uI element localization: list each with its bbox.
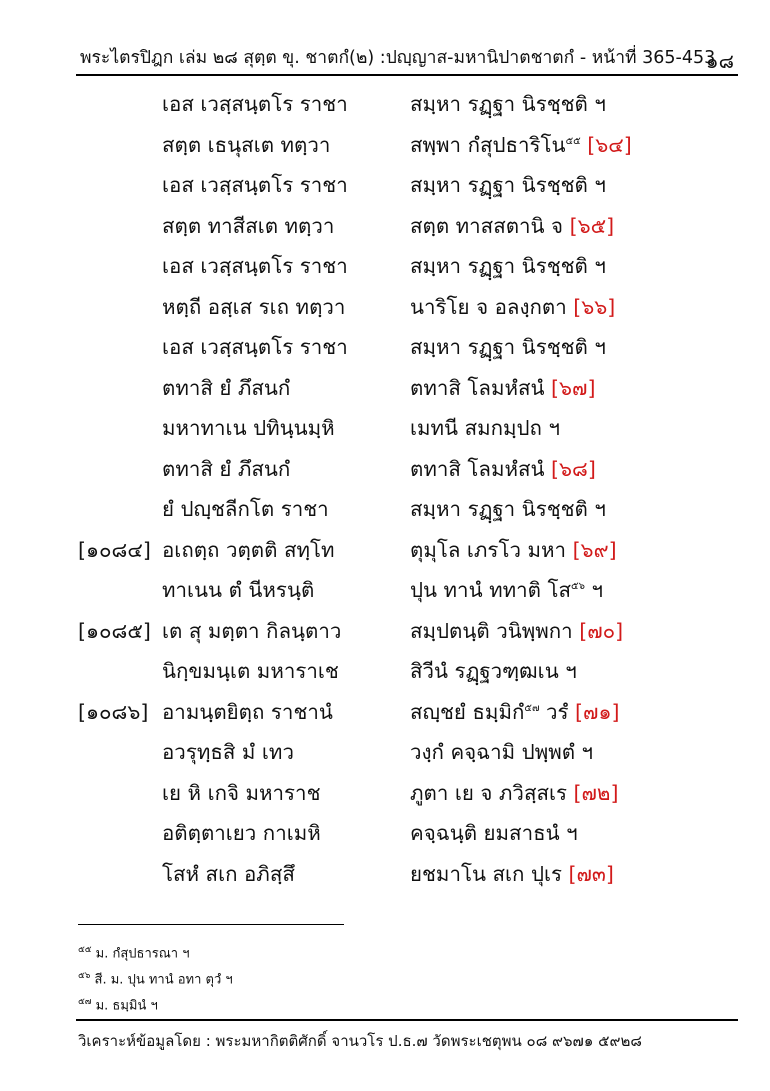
verse-second-half [410, 696, 619, 729]
verse-number: [๖๔] [587, 132, 632, 157]
verse-second-half-text: คจฺฉนฺติ ยมสาธนํ ฯ [410, 821, 578, 845]
verse-list [74, 82, 734, 892]
verse-first-half: นิกฺขมนฺเต มหาราเช [162, 659, 339, 683]
verse-row [74, 204, 734, 245]
footnote-text: ม. ธมฺมินํ ฯ [95, 998, 158, 1014]
verse-first-half: ทาเนน ตํ นีหรนฺติ [162, 578, 315, 602]
verse-number: [๖๗] [551, 375, 596, 400]
verse-row [74, 285, 734, 326]
verse-second-half-text: สมฺหา รฏฺฐา นิรชฺชติ ฯ [410, 254, 606, 278]
verse-second-half [410, 493, 606, 526]
verse-second-half [410, 655, 577, 688]
verse-second-half-text: สมฺหา รฏฺฐา นิรชฺชติ ฯ [410, 173, 606, 197]
verse-second-half-text: ยชมาโน สเก ปุเร [410, 861, 562, 886]
verse-row [74, 447, 734, 488]
verse-first-half: ยํ ปญฺชลีกโต ราชา [162, 497, 329, 521]
verse-row [74, 325, 734, 366]
footnote-mark: ๕๖ [78, 971, 91, 981]
verse-section-number: [๑๐๘๔] [78, 537, 151, 562]
verse-first-half: ตทาสิ ยํ ภึสนกํ [162, 375, 291, 400]
verse-first-half: มหาทาเน ปทินฺนมฺหิ [162, 416, 335, 440]
verse-row [74, 690, 734, 731]
verse-trailing-text: ฯ [584, 578, 603, 602]
header-title: พระไตรปิฎก เล่ม ๒๘ สุตฺต ขุ. ชาตกํ(๒) :ปญฺญาส-มหานิปาตชาตกํ - หน้าที่ 365-453 [80, 48, 716, 68]
verse-first-half: เอส เวสฺสนฺตโร ราชา [162, 254, 348, 278]
verse-second-half-text: สมฺปตนฺติ วนิพฺพกา [410, 618, 573, 643]
verse-row [74, 123, 734, 164]
verse-second-half-text: สพฺพา กํสุปธาริโน [410, 132, 566, 157]
verse-second-half [410, 777, 618, 810]
verse-second-half [410, 817, 578, 850]
verse-second-half [410, 331, 606, 364]
verse-first-half: อเถตฺถ วตฺตติ สทฺโท [162, 537, 335, 562]
verse-second-half-text: สญฺชยํ ธมฺมิกํ [410, 699, 525, 724]
verse-row [74, 163, 734, 204]
verse-first-half: เอส เวสฺสนฺตโร ราชา [162, 92, 348, 116]
verse-number: [๖๘] [551, 456, 596, 481]
verse-row [74, 771, 734, 812]
verse-second-half-text: วงฺกํ คจฺฉามิ ปพฺพตํ ฯ [410, 740, 594, 764]
verse-row [74, 609, 734, 650]
verse-second-half [410, 453, 596, 486]
verse-section-number: [๑๐๘๖] [78, 699, 149, 724]
verse-first-half: อวรุทฺธสิ มํ เทว [162, 740, 294, 764]
verse-number: [๖๙] [572, 537, 617, 562]
verse-first-half: สตฺต เธนุสเต ทตฺวา [162, 132, 331, 157]
verse-row [74, 852, 734, 893]
verse-second-half [410, 129, 632, 162]
verse-section-number: [๑๐๘๕] [78, 618, 151, 643]
verse-first-half: สตฺต ทาสีสเต ทตฺวา [162, 213, 335, 238]
verse-second-half [410, 574, 603, 607]
verse-second-half [410, 291, 615, 324]
verse-second-half [410, 169, 606, 202]
verse-second-half [410, 736, 593, 769]
verse-first-half: เย หิ เกจิ มหาราช [162, 780, 321, 805]
verse-number: [๗๓] [568, 861, 614, 886]
verse-second-half-text: ปุน ทานํ ททาติ โส [410, 578, 571, 602]
verse-trailing-text: วรํ [539, 699, 569, 724]
verse-second-half-text: ตทาสิ โลมหํสนํ [410, 375, 545, 400]
page-header [76, 36, 738, 76]
footnote [78, 968, 233, 994]
verse-row [74, 366, 734, 407]
verse-second-half-text: สมฺหา รฏฺฐา นิรชฺชติ ฯ [410, 497, 606, 521]
verse-first-half: ตทาสิ ยํ ภึสนกํ [162, 456, 291, 481]
verse-second-half-text: นาริโย จ อลงฺกตา [410, 294, 567, 319]
verse-row [74, 730, 734, 771]
footnote-reference[interactable]: ๕๖ [571, 581, 585, 593]
header-page-number: ๑๘ [705, 49, 734, 73]
verse-first-half: อติตฺตาเยว กาเมหิ [162, 821, 321, 845]
verse-row [74, 568, 734, 609]
footnote-text: ม. กํสุปธารณา ฯ [95, 946, 190, 962]
verse-number: [๗๒] [573, 780, 619, 805]
verse-second-half-text: ตทาสิ โลมหํสนํ [410, 456, 545, 481]
verse-second-half [410, 210, 614, 243]
verse-first-half: หตฺถี อสฺเส รเถ ทตฺวา [162, 294, 346, 319]
verse-row [74, 811, 734, 852]
verse-row [74, 406, 734, 447]
verse-first-half: เอส เวสฺสนฺตโร ราชา [162, 335, 348, 359]
verse-row [74, 82, 734, 123]
footnote-mark: ๕๗ [78, 997, 92, 1007]
verse-second-half [410, 615, 623, 648]
verse-second-half-text: ภูตา เย จ ภวิสฺสเร [410, 780, 567, 805]
footnote-mark: ๕๕ [78, 945, 92, 955]
verse-row [74, 649, 734, 690]
footer-divider [76, 1019, 738, 1021]
header-divider [76, 74, 738, 76]
verse-second-half-text: สตฺต ทาสสตานิ จ [410, 213, 564, 238]
verse-second-half [410, 858, 614, 891]
verse-second-half-text: สมฺหา รฏฺฐา นิรชฺชติ ฯ [410, 92, 606, 116]
verse-second-half [410, 88, 606, 121]
verse-second-half-text: เมทนี สมกมฺปถ ฯ [410, 416, 560, 440]
footnote-reference[interactable]: ๕๕ [565, 135, 581, 147]
footnote-reference[interactable]: ๕๗ [524, 702, 540, 714]
verse-first-half: เต สุ มตฺตา กิลนฺตาว [162, 618, 342, 643]
verse-second-half [410, 372, 595, 405]
verse-first-half: โสหํ สเก อภิสฺสึ [162, 861, 295, 886]
footnote-text: สี. ม. ปุน ทานํ อทา ตุวํ ฯ [94, 972, 233, 988]
verse-row [74, 244, 734, 285]
footnote-list [78, 942, 233, 1020]
page-footer: วิเคราะห์ข้อมูลโดย : พระมหากิตติศักดิ์ จานวโร ป.ธ.๗ วัดพระเชตุพน ๐๘ ๙๖๗๑ ๕๙๒๘ [78, 1032, 642, 1050]
footnote-divider [78, 924, 344, 925]
verse-second-half-text: สิวีนํ รฏฺฐวฑฺฒเน ฯ [410, 659, 577, 683]
verse-second-half [410, 534, 617, 567]
verse-row [74, 528, 734, 569]
verse-second-half [410, 250, 606, 283]
verse-number: [๗๐] [579, 618, 624, 643]
verse-number: [๗๑] [575, 699, 620, 724]
verse-first-half: อามนฺตยิตฺถ ราชานํ [162, 699, 333, 724]
footnote [78, 994, 233, 1020]
footnote [78, 942, 233, 968]
verse-number: [๖๕] [569, 213, 615, 238]
verse-second-half-text: สมฺหา รฏฺฐา นิรชฺชติ ฯ [410, 335, 606, 359]
verse-second-half [410, 412, 560, 445]
verse-second-half-text: ตุมุโล เภรโว มหา [410, 537, 567, 562]
verse-row [74, 487, 734, 528]
verse-first-half: เอส เวสฺสนฺตโร ราชา [162, 173, 348, 197]
verse-number: [๖๖] [573, 294, 616, 319]
